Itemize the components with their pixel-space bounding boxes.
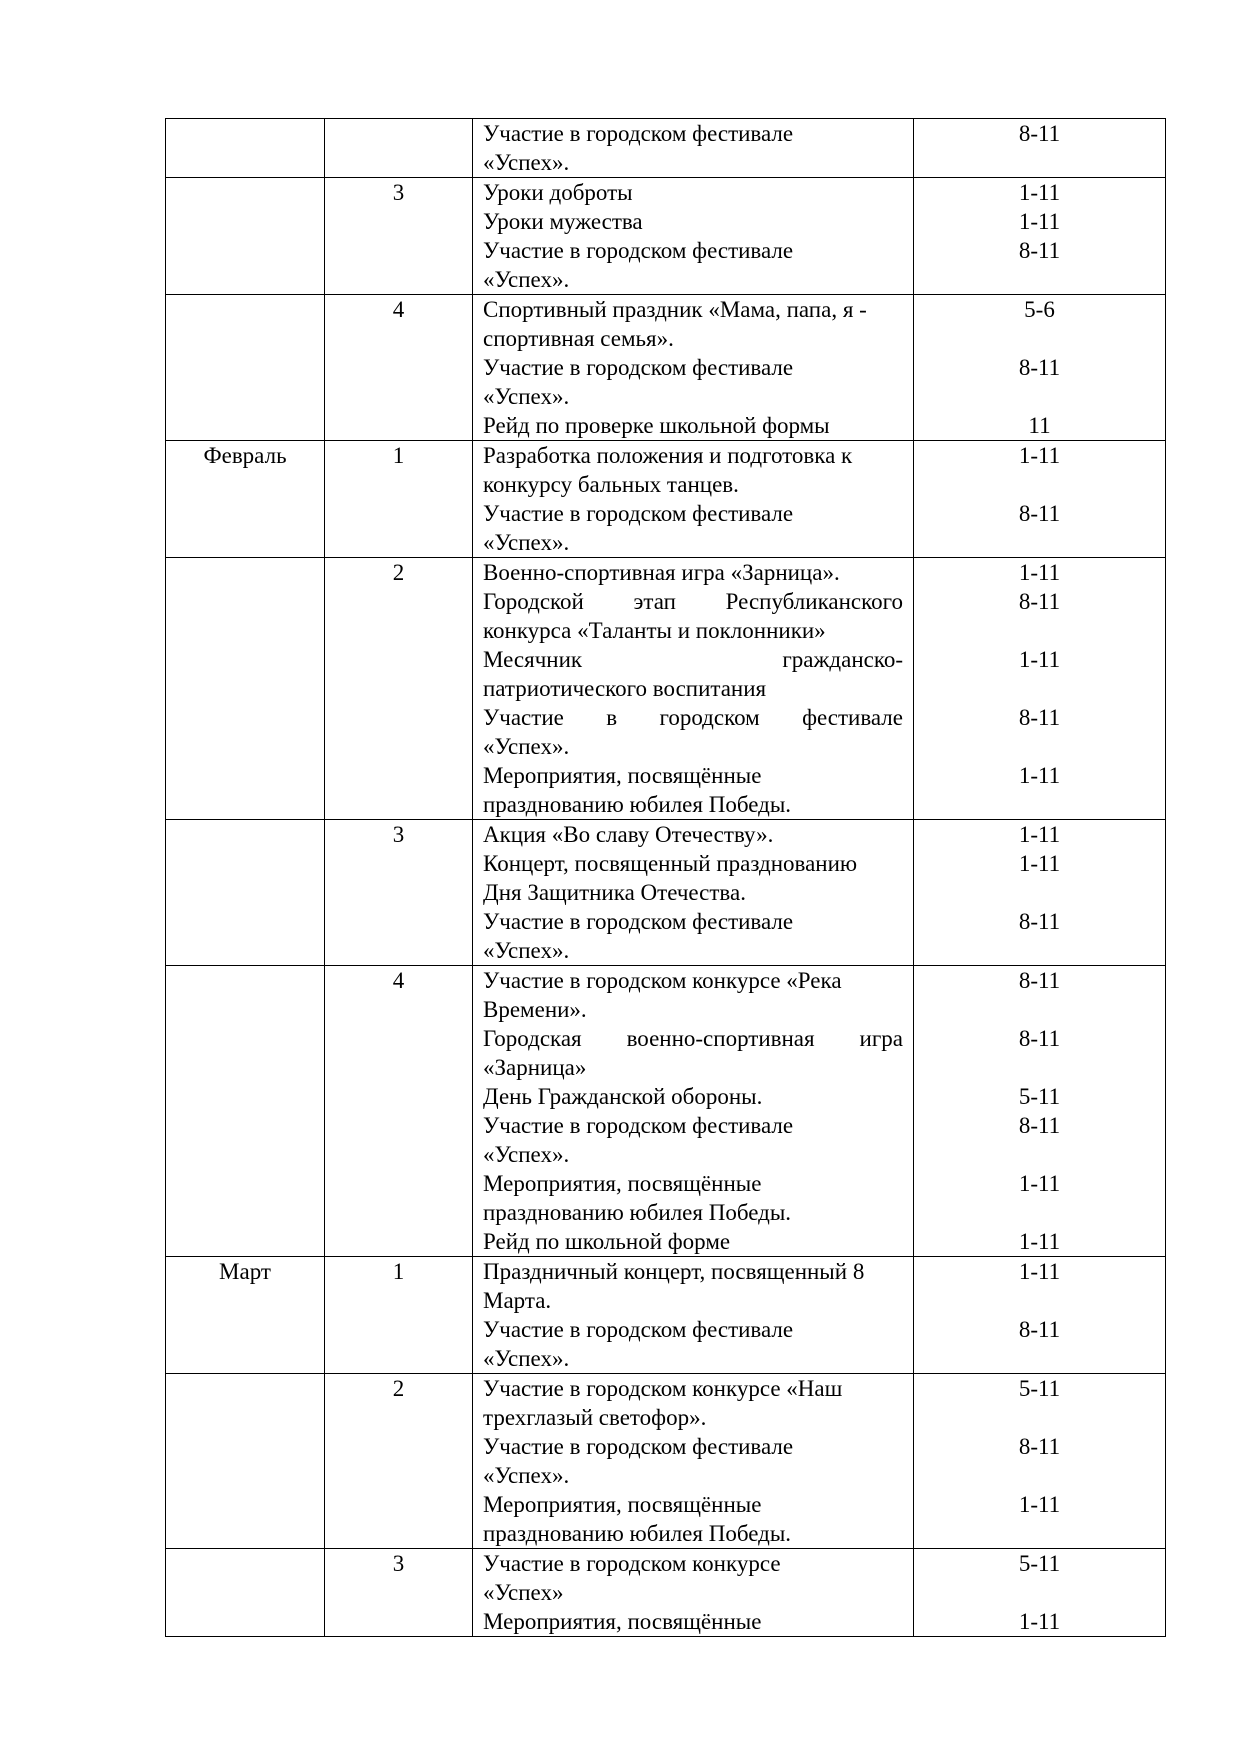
event-item bbox=[473, 1227, 913, 1256]
event-item bbox=[473, 178, 913, 207]
event-item bbox=[473, 353, 913, 411]
event-item bbox=[473, 820, 913, 849]
event-item bbox=[473, 1432, 913, 1490]
week-cell: 1 bbox=[325, 441, 473, 558]
event-line: Уроки мужества bbox=[483, 209, 643, 234]
event-item bbox=[473, 119, 913, 177]
table-row bbox=[166, 441, 1166, 558]
event-item bbox=[473, 207, 913, 236]
event-line: Участие в городском фестивале bbox=[483, 1113, 794, 1138]
week-cell: 4 bbox=[325, 966, 473, 1257]
week-cell: 4 bbox=[325, 295, 473, 441]
event-line: «Успех». bbox=[483, 1142, 570, 1167]
month-cell: Февраль bbox=[166, 441, 325, 558]
class-range: 1-11 bbox=[1018, 1171, 1061, 1196]
class-range: 8-11 bbox=[1018, 1434, 1061, 1459]
table-row bbox=[166, 1549, 1166, 1637]
event-line: Времени». bbox=[483, 997, 587, 1022]
class-cell bbox=[914, 1374, 1166, 1549]
event-line: «Зарница» bbox=[483, 1055, 587, 1080]
event-item bbox=[473, 1315, 913, 1373]
event-line: «Успех». bbox=[483, 1346, 570, 1371]
event-item bbox=[473, 1169, 913, 1227]
event-plan-table bbox=[165, 118, 1166, 1637]
event-line: «Успех». bbox=[483, 267, 570, 292]
event-item bbox=[473, 761, 913, 819]
class-cell bbox=[914, 966, 1166, 1257]
class-range: 5-11 bbox=[1018, 1551, 1061, 1576]
week-cell: 2 bbox=[325, 558, 473, 820]
event-item bbox=[473, 907, 913, 965]
event-line: Мероприятия, посвящённые bbox=[483, 1609, 762, 1634]
class-range: 8-11 bbox=[1018, 589, 1061, 614]
event-line: Участие в городском фестивале bbox=[483, 501, 794, 526]
event-line: «Успех». bbox=[483, 938, 570, 963]
class-range: 8-11 bbox=[1018, 238, 1061, 263]
week-cell: 1 bbox=[325, 1257, 473, 1374]
event-cell bbox=[473, 119, 914, 178]
event-line: Мероприятия, посвящённые bbox=[483, 1492, 762, 1517]
event-line: Участие в городском фестивале bbox=[483, 1434, 794, 1459]
event-line: Участие в городском фестивале bbox=[483, 1317, 794, 1342]
event-line: День Гражданской обороны. bbox=[483, 1084, 763, 1109]
class-range: 5-11 bbox=[1018, 1084, 1061, 1109]
event-item bbox=[473, 441, 913, 499]
class-range: 1-11 bbox=[1018, 443, 1061, 468]
event-line: Участие в городском фестивале bbox=[483, 705, 903, 730]
event-line: Месячник гражданско- bbox=[483, 647, 903, 672]
class-range: 1-11 bbox=[1018, 180, 1061, 205]
event-line: Городская военно-спортивная игра bbox=[483, 1026, 903, 1051]
table-row bbox=[166, 966, 1166, 1257]
class-range: 8-11 bbox=[1018, 705, 1061, 730]
table-row bbox=[166, 295, 1166, 441]
week-cell bbox=[325, 119, 473, 178]
class-cell bbox=[914, 558, 1166, 820]
event-line: конкурсу бальных танцев. bbox=[483, 472, 739, 497]
class-range: 1-11 bbox=[1018, 822, 1061, 847]
event-item bbox=[473, 236, 913, 294]
event-line: Участие в городском конкурсе «Наш bbox=[483, 1376, 843, 1401]
event-item bbox=[473, 499, 913, 557]
event-line: Спортивный праздник «Мама, папа, я - bbox=[483, 297, 867, 322]
event-item bbox=[473, 1374, 913, 1432]
month-cell bbox=[166, 820, 325, 966]
event-line: Военно-спортивная игра «Зарница». bbox=[483, 560, 840, 585]
event-item bbox=[473, 587, 913, 645]
class-range: 1-11 bbox=[1018, 1229, 1061, 1254]
event-item bbox=[473, 558, 913, 587]
event-line: Концерт, посвященный празднованию bbox=[483, 851, 858, 876]
event-line: Дня Защитника Отечества. bbox=[483, 880, 746, 905]
month-cell bbox=[166, 966, 325, 1257]
event-item bbox=[473, 645, 913, 703]
month-cell bbox=[166, 178, 325, 295]
event-cell bbox=[473, 820, 914, 966]
event-line: трехглазый светофор». bbox=[483, 1405, 707, 1430]
event-line: празднованию юбилея Победы. bbox=[483, 1200, 792, 1225]
event-line: Участие в городском фестивале bbox=[483, 238, 794, 263]
event-line: Уроки доброты bbox=[483, 180, 633, 205]
event-item bbox=[473, 411, 913, 440]
week-cell: 3 bbox=[325, 1549, 473, 1637]
class-range: 5-11 bbox=[1018, 1376, 1061, 1401]
table-row bbox=[166, 1257, 1166, 1374]
class-range: 8-11 bbox=[1018, 355, 1061, 380]
event-line: празднованию юбилея Победы. bbox=[483, 1521, 792, 1546]
event-line: Марта. bbox=[483, 1288, 552, 1313]
event-line: Рейд по проверке школьной формы bbox=[483, 413, 830, 438]
class-cell bbox=[914, 441, 1166, 558]
event-cell bbox=[473, 558, 914, 820]
event-line: «Успех» bbox=[483, 1580, 564, 1605]
class-range: 8-11 bbox=[1018, 1113, 1061, 1138]
event-line: «Успех». bbox=[483, 530, 570, 555]
event-line: Мероприятия, посвящённые bbox=[483, 1171, 762, 1196]
class-range: 8-11 bbox=[1018, 1026, 1061, 1051]
table-row bbox=[166, 820, 1166, 966]
class-range: 5-6 bbox=[1024, 297, 1055, 322]
month-cell bbox=[166, 558, 325, 820]
class-range: 1-11 bbox=[1018, 1609, 1061, 1634]
event-line: конкурса «Таланты и поклонники» bbox=[483, 618, 826, 643]
class-range: 1-11 bbox=[1018, 1492, 1061, 1517]
month-cell bbox=[166, 1549, 325, 1637]
class-range: 1-11 bbox=[1018, 560, 1061, 585]
class-range: 8-11 bbox=[1018, 909, 1061, 934]
class-range: 1-11 bbox=[1018, 647, 1061, 672]
table-row bbox=[166, 558, 1166, 820]
event-line: Участие в городском конкурсе «Река bbox=[483, 968, 842, 993]
event-line: Акция «Во славу Отечеству». bbox=[483, 822, 774, 847]
month-cell: Март bbox=[166, 1257, 325, 1374]
event-line: «Успех». bbox=[483, 150, 570, 175]
event-line: Мероприятия, посвящённые bbox=[483, 763, 762, 788]
table-row bbox=[166, 1374, 1166, 1549]
month-cell bbox=[166, 1374, 325, 1549]
event-line: Рейд по школьной форме bbox=[483, 1229, 731, 1254]
event-line: Разработка положения и подготовка к bbox=[483, 443, 853, 468]
event-item bbox=[473, 1024, 913, 1082]
class-cell bbox=[914, 820, 1166, 966]
class-range: 1-11 bbox=[1018, 209, 1061, 234]
week-cell: 3 bbox=[325, 820, 473, 966]
event-item bbox=[473, 966, 913, 1024]
event-line: Участие в городском конкурсе bbox=[483, 1551, 781, 1576]
class-cell bbox=[914, 119, 1166, 178]
event-item bbox=[473, 1490, 913, 1548]
class-cell bbox=[914, 178, 1166, 295]
event-line: Праздничный концерт, посвященный 8 bbox=[483, 1259, 865, 1284]
event-plan-body bbox=[166, 119, 1166, 1637]
event-line: «Успех». bbox=[483, 734, 570, 759]
week-cell: 2 bbox=[325, 1374, 473, 1549]
event-line: Участие в городском фестивале bbox=[483, 121, 794, 146]
class-range: 1-11 bbox=[1018, 851, 1061, 876]
event-cell bbox=[473, 441, 914, 558]
event-item bbox=[473, 1257, 913, 1315]
event-cell bbox=[473, 1549, 914, 1637]
event-cell bbox=[473, 178, 914, 295]
class-range: 8-11 bbox=[1018, 1317, 1061, 1342]
event-cell bbox=[473, 966, 914, 1257]
event-line: патриотического воспитания bbox=[483, 676, 767, 701]
event-item bbox=[473, 1111, 913, 1169]
class-cell bbox=[914, 1257, 1166, 1374]
month-cell bbox=[166, 119, 325, 178]
class-range: 8-11 bbox=[1018, 968, 1061, 993]
class-range: 8-11 bbox=[1018, 121, 1061, 146]
class-range: 11 bbox=[1028, 413, 1051, 438]
table-row bbox=[166, 178, 1166, 295]
event-item bbox=[473, 1082, 913, 1111]
class-cell bbox=[914, 1549, 1166, 1637]
event-line: празднованию юбилея Победы. bbox=[483, 792, 792, 817]
event-item bbox=[473, 1607, 913, 1636]
event-item bbox=[473, 849, 913, 907]
event-item bbox=[473, 295, 913, 353]
class-range: 1-11 bbox=[1018, 1259, 1061, 1284]
event-item bbox=[473, 1549, 913, 1607]
class-cell bbox=[914, 295, 1166, 441]
event-line: «Успех». bbox=[483, 1463, 570, 1488]
event-cell bbox=[473, 295, 914, 441]
event-line: Участие в городском фестивале bbox=[483, 355, 794, 380]
event-line: «Успех». bbox=[483, 384, 570, 409]
event-line: спортивная семья». bbox=[483, 326, 674, 351]
class-range: 8-11 bbox=[1018, 501, 1061, 526]
event-cell bbox=[473, 1257, 914, 1374]
week-cell: 3 bbox=[325, 178, 473, 295]
event-item bbox=[473, 703, 913, 761]
table-row bbox=[166, 119, 1166, 178]
event-cell bbox=[473, 1374, 914, 1549]
event-line: Городской этап Республиканского bbox=[483, 589, 903, 614]
month-cell bbox=[166, 295, 325, 441]
event-line: Участие в городском фестивале bbox=[483, 909, 794, 934]
class-range: 1-11 bbox=[1018, 763, 1061, 788]
